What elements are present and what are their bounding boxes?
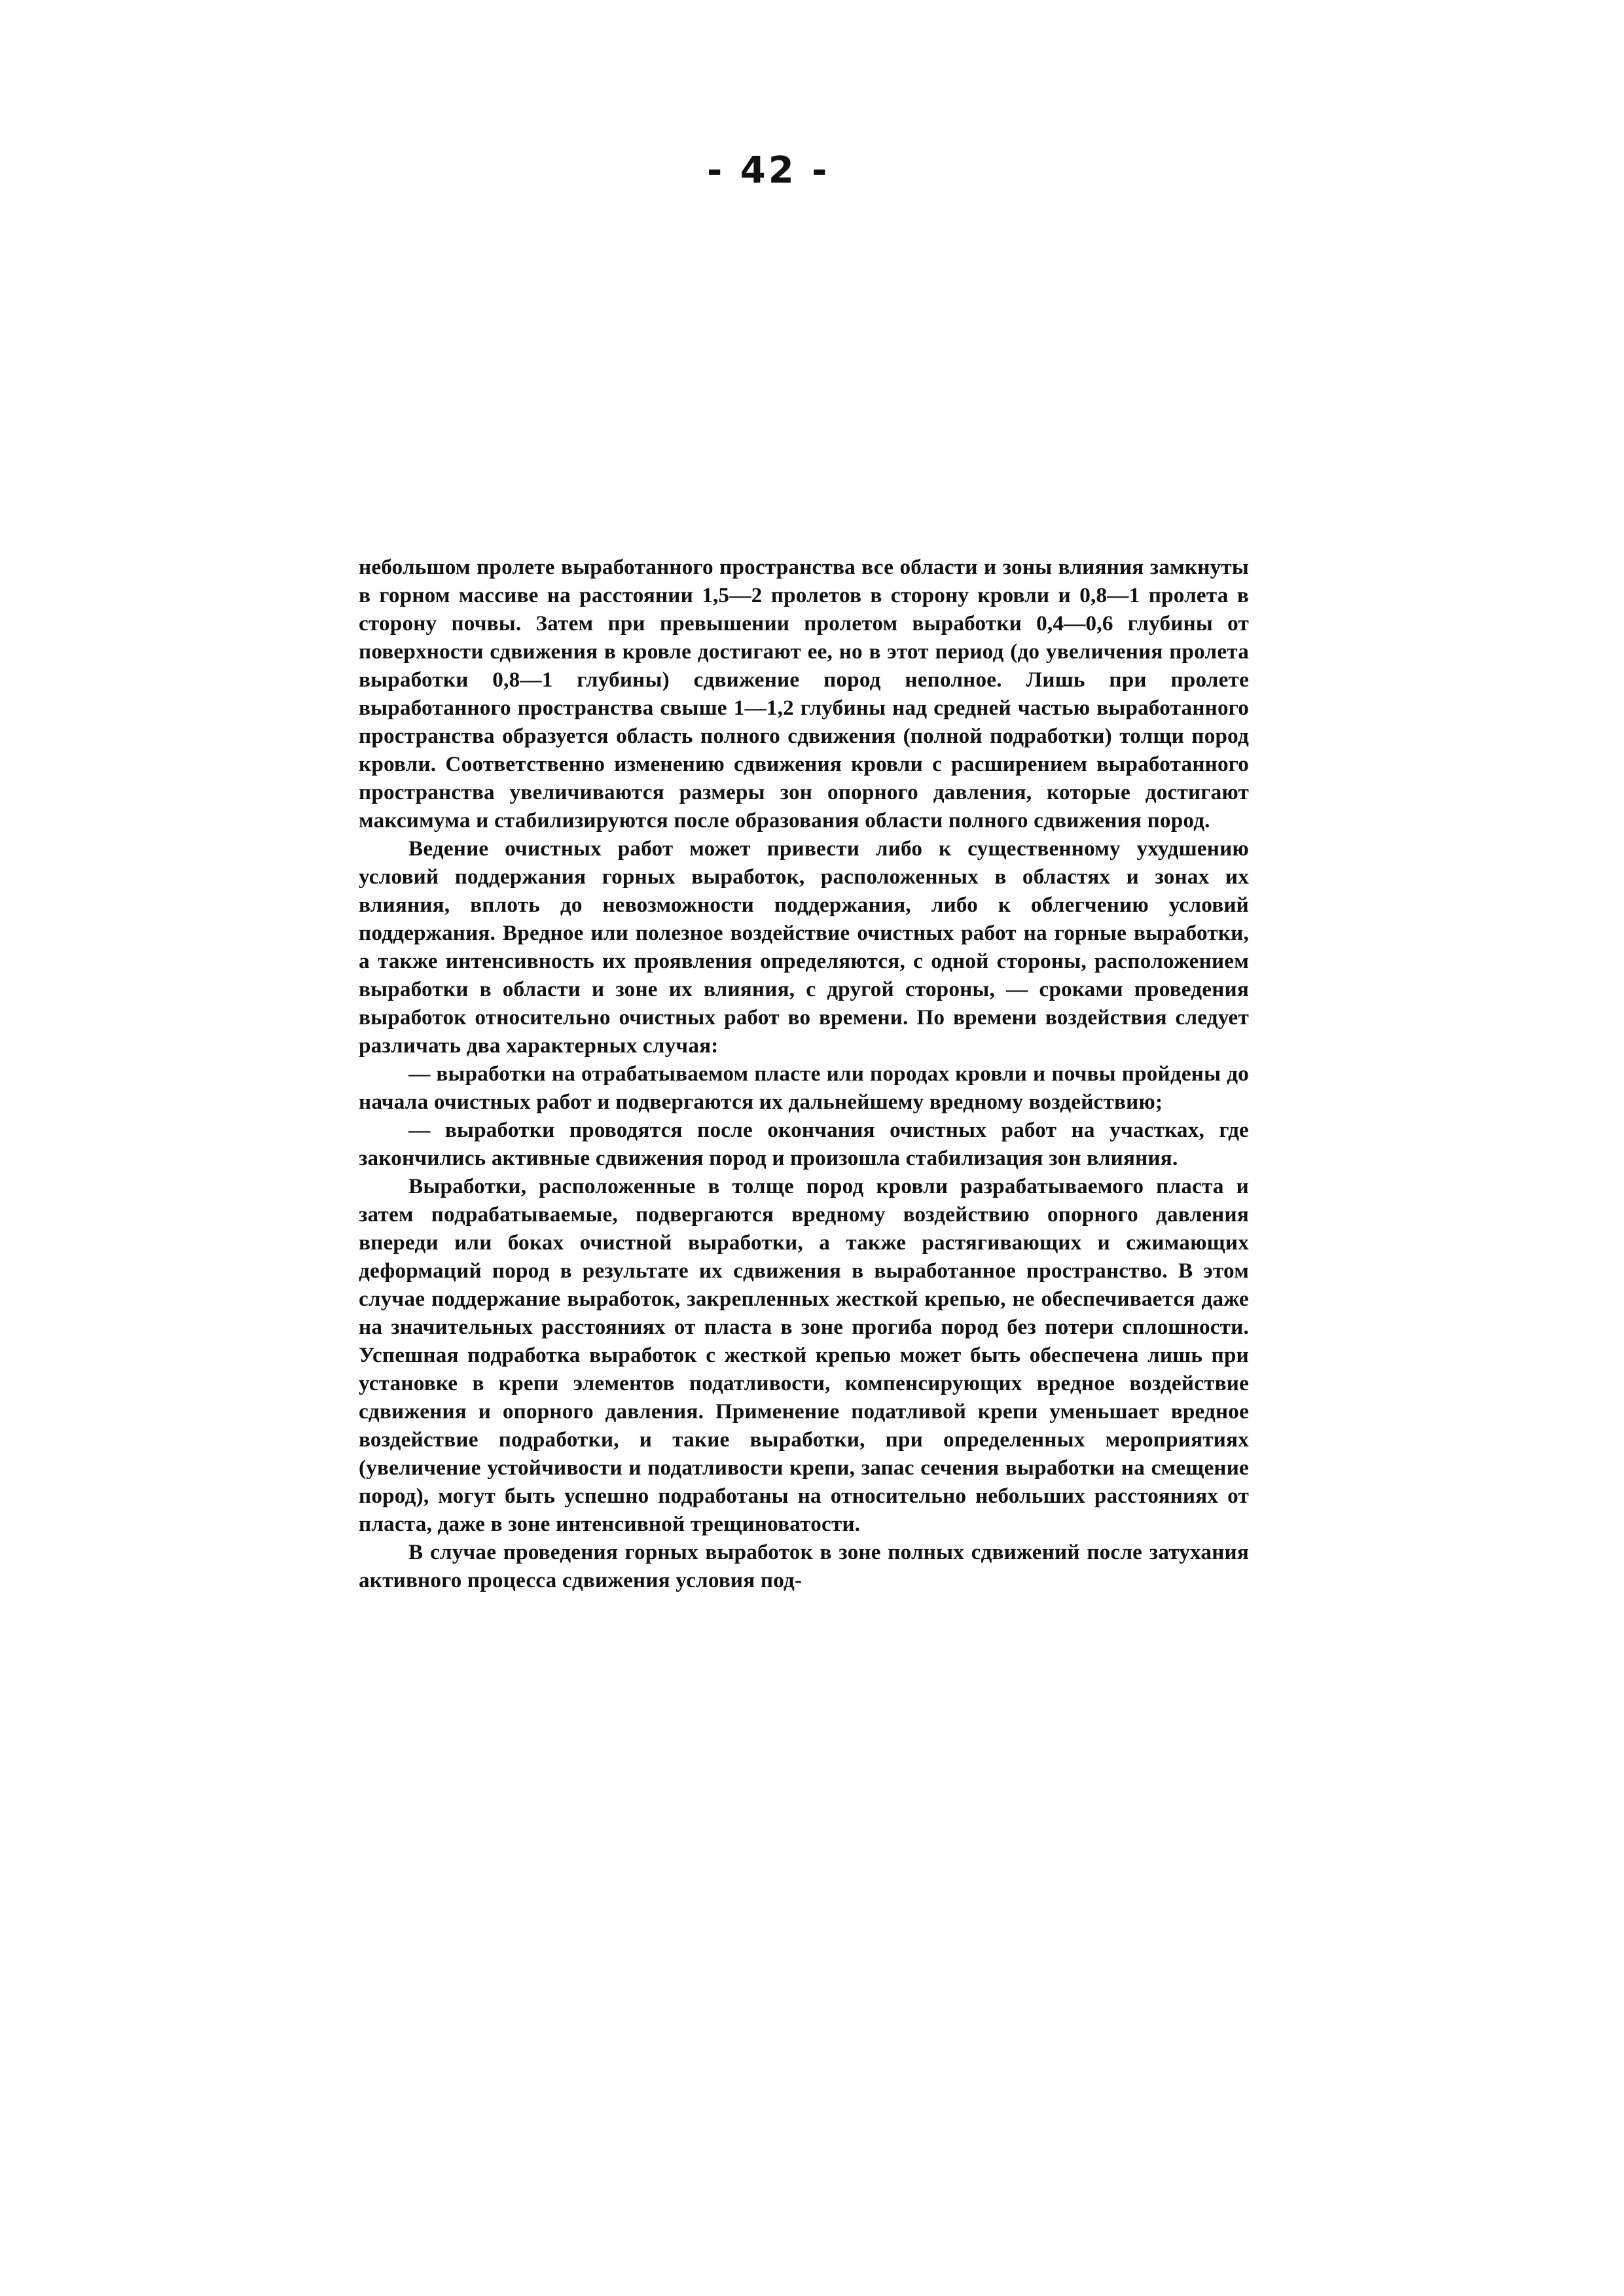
body-text: [359, 553, 1249, 1594]
paragraph: Выработки, расположенные в толще пород кровли разрабатываемого пласта и затем подрабатываемые, подвергаются вредному воздействию опорного давления впереди или боках очистной выработки, а также растягивающих и сжимающих деформаций пород в результате их сдвижения в выработанное пространство. В этом случае поддержание выработок, закрепленных жесткой крепью, не обеспечивается даже на значительных расстояниях от пласта в зоне прогиба пород без потери сплошности. Успешная подработка выработок с жесткой крепью может быть обеспечена лишь при установке в крепи элементов податливости, компенсирующих вредное воздействие сдвижения и опорного давления. Применение податливой крепи уменьшает вредное воздействие подработки, и такие выработки, при определенных мероприятиях (увеличение устойчивости и податливости крепи, запас сечения выработки на смещение пород), могут быть успешно подработаны на относительно небольших расстояниях от пласта, даже в зоне интенсивной трещиноватости.: [359, 1174, 1249, 1536]
page-number: - 42 -: [707, 149, 830, 192]
list-item: — выработки на отрабатываемом пласте или породах кровли и почвы пройдены до начала очистных работ и подвергаются их дальнейшему вредному воздействию;: [359, 1062, 1249, 1114]
paragraph: Ведение очистных работ может привести либо к существенному ухудшению условий поддержания горных выработок, расположенных в областях и зонах их влияния, вплоть до невозможности поддержания, либо к облегчению условий поддержания. Вредное или полезное воздействие очистных работ на горные выработки, а также интенсивность их проявления определяются, с одной стороны, расположением выработки в области и зоне их влияния, с другой стороны, — сроками проведения выработок относительно очистных работ во времени. По времени воздействия следует различать два характерных случая:: [359, 836, 1249, 1058]
paragraph: В случае проведения горных выработок в зоне полных сдвижений после затухания активного процесса сдвижения условия под-: [359, 1540, 1249, 1592]
paragraph: небольшом пролете выработанного пространства все области и зоны влияния замкнуты в горном массиве на расстоянии 1,5—2 пролетов в сторону кровли и 0,8—1 пролета в сторону почвы. Затем при превышении пролетом выработки 0,4—0,6 глубины от поверхности сдвижения в кровле достигают ее, но в этот период (до увеличения пролета выработки 0,8—1 глубины) сдвижение пород неполное. Лишь при пролете выработанного пространства свыше 1—1,2 глубины над средней частью выработанного пространства образуется область полного сдвижения (полной подработки) толщи пород кровли. Соответственно изменению сдвижения кровли с расширением выработанного пространства увеличиваются размеры зон опорного давления, которые достигают максимума и стабилизируются после образования области полного сдвижения пород.: [359, 555, 1249, 833]
list-item: — выработки проводятся после окончания очистных работ на участках, где закончились активные сдвижения пород и произошла стабилизация зон влияния.: [359, 1118, 1249, 1170]
